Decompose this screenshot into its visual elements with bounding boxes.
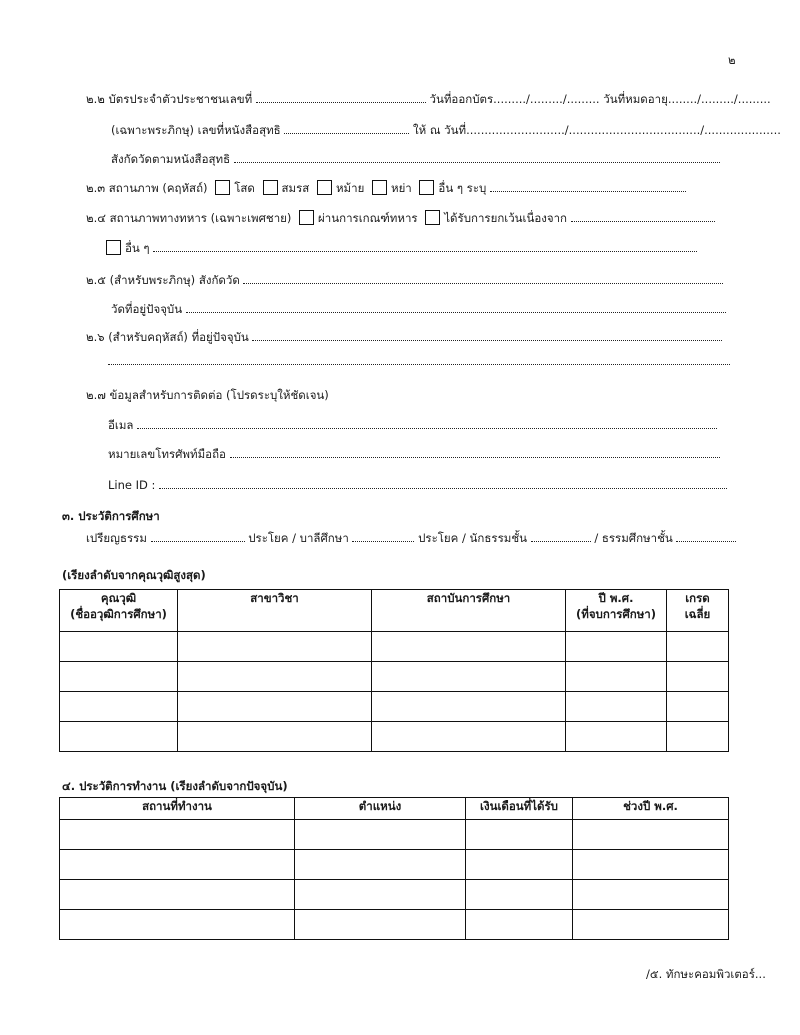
married-checkbox[interactable]	[263, 180, 278, 195]
issue-date-field[interactable]: ........./........./.........	[493, 92, 600, 106]
qualification-header: คุณวุฒิ (ชื่ออวุฒิการศึกษา)	[60, 590, 178, 632]
period-header: ช่วงปี พ.ศ.	[573, 798, 729, 820]
expiry-date-field[interactable]: ......../........./.........	[667, 92, 771, 106]
table-cell[interactable]	[178, 692, 372, 722]
major-header: สาขาวิชา	[178, 590, 372, 632]
other-status-field[interactable]	[490, 182, 686, 192]
issue-date-label: วันที่ออกบัตร	[429, 92, 494, 106]
bali-label: / บาลีศึกษา	[292, 531, 349, 545]
exempted-checkbox[interactable]	[425, 210, 440, 225]
military-other-label: อื่น ๆ	[125, 241, 150, 255]
current-address-row	[86, 330, 722, 344]
table-row	[60, 722, 729, 752]
conscripted-label: ผ่านการเกณฑ์ทหาร	[318, 211, 418, 225]
table-cell[interactable]	[466, 880, 573, 910]
table-cell[interactable]	[667, 722, 729, 752]
widowed-label: หม้าย	[335, 181, 365, 195]
education-table-header	[60, 590, 729, 632]
table-row	[60, 662, 729, 692]
widowed-checkbox[interactable]	[317, 180, 332, 195]
given-on-label: ให้ ณ วันที่	[413, 123, 467, 137]
religious-education-row	[86, 531, 736, 545]
current-address-field[interactable]	[252, 331, 722, 341]
table-cell[interactable]	[60, 850, 295, 880]
table-cell[interactable]	[573, 910, 729, 940]
military-other-checkbox[interactable]	[106, 240, 121, 255]
military-other-field[interactable]	[153, 242, 697, 252]
temple-affiliation-field[interactable]	[234, 153, 720, 163]
table-cell[interactable]	[295, 880, 466, 910]
next-section-hint: /๕. ทักษะคอมพิวเตอร์...	[646, 967, 766, 981]
monk-temple-row	[86, 273, 723, 287]
current-address-label: ๒.๖ (สำหรับคฤหัสถ์) ที่อยู่ปัจจุบัน	[86, 330, 249, 344]
table-cell[interactable]	[60, 722, 178, 752]
table-row	[60, 880, 729, 910]
current-temple-row	[111, 302, 726, 316]
line-id-field[interactable]	[159, 479, 727, 489]
exemption-reason-field[interactable]	[571, 212, 715, 222]
table-cell[interactable]	[178, 632, 372, 662]
table-cell[interactable]	[667, 662, 729, 692]
table-cell[interactable]	[372, 632, 566, 662]
education-heading: ๓. ประวัติการศึกษา	[62, 509, 160, 523]
nak-tham-label: / นักธรรมชั้น	[462, 531, 527, 545]
temple-affiliation-row	[111, 152, 720, 166]
phone-label: หมายเลขโทรศัพท์มือถือ	[108, 447, 226, 461]
table-cell[interactable]	[295, 910, 466, 940]
other-status-label: อื่น ๆ ระบุ	[438, 181, 487, 195]
monk-certificate-row	[111, 123, 781, 137]
sentence-label-2: ประโยค	[418, 531, 459, 545]
parian-field[interactable]	[151, 532, 245, 542]
table-cell[interactable]	[573, 880, 729, 910]
table-cell[interactable]	[60, 692, 178, 722]
monk-temple-label: ๒.๕ (สำหรับพระภิกษุ) สังกัดวัด	[86, 273, 240, 287]
table-cell[interactable]	[466, 820, 573, 850]
gpa-header: เกรด เฉลี่ย	[667, 590, 729, 632]
table-cell[interactable]	[295, 820, 466, 850]
table-row	[60, 910, 729, 940]
married-label: สมรส	[281, 181, 310, 195]
id-card-row	[86, 92, 771, 106]
contact-info-label: ๒.๗ ข้อมูลสำหรับการติดต่อ (โปรดระบุให้ชัดเจน)	[86, 388, 329, 402]
table-cell[interactable]	[372, 722, 566, 752]
table-cell[interactable]	[667, 692, 729, 722]
conscripted-checkbox[interactable]	[299, 210, 314, 225]
email-row	[108, 418, 717, 432]
table-row	[60, 692, 729, 722]
marital-status-row	[86, 180, 686, 194]
table-cell[interactable]	[178, 662, 372, 692]
monk-temple-field[interactable]	[243, 274, 723, 284]
table-cell[interactable]	[566, 662, 667, 692]
sentence-label-1: ประโยค	[248, 531, 289, 545]
monk-certificate-number-field[interactable]	[284, 124, 409, 134]
table-cell[interactable]	[566, 632, 667, 662]
marital-status-label: ๒.๓ สถานภาพ (คฤหัสถ์)	[86, 181, 208, 195]
expiry-date-label: วันที่หมดอายุ	[603, 92, 668, 106]
table-cell[interactable]	[372, 692, 566, 722]
table-cell[interactable]	[566, 692, 667, 722]
table-row	[60, 850, 729, 880]
table-cell[interactable]	[573, 820, 729, 850]
temple-affiliation-label: สังกัดวัดตามหนังสือสุทธิ	[111, 152, 231, 166]
table-cell[interactable]	[178, 722, 372, 752]
phone-row	[108, 447, 720, 461]
table-cell[interactable]	[466, 850, 573, 880]
bali-field[interactable]	[352, 532, 414, 542]
table-cell[interactable]	[295, 850, 466, 880]
monk-certificate-label: (เฉพาะพระภิกษุ) เลขที่หนังสือสุทธิ	[111, 123, 281, 137]
contact-info-row	[86, 388, 329, 402]
phone-field[interactable]	[230, 448, 720, 458]
table-row	[60, 820, 729, 850]
salary-header: เงินเดือนที่ได้รับ	[466, 798, 573, 820]
military-status-label: ๒.๔ สถานภาพทางทหาร (เฉพาะเพศชาย)	[86, 211, 292, 225]
table-cell[interactable]	[60, 632, 178, 662]
email-label: อีเมล	[108, 418, 134, 432]
workplace-header: สถานที่ทำงาน	[60, 798, 295, 820]
table-cell[interactable]	[573, 850, 729, 880]
education-table	[59, 589, 729, 752]
graduation-year-header: ปี พ.ศ. (ที่จบการศึกษา)	[566, 590, 667, 632]
tham-suksa-field[interactable]	[676, 532, 736, 542]
divorced-label: หย่า	[390, 181, 412, 195]
table-cell[interactable]	[60, 910, 295, 940]
parian-label: เปรียญธรรม	[86, 531, 147, 545]
id-card-number-field[interactable]	[256, 93, 426, 103]
current-address-field-2[interactable]	[108, 355, 730, 365]
current-address-row-2	[108, 354, 730, 368]
table-cell[interactable]	[60, 880, 295, 910]
current-temple-label: วัดที่อยู่ปัจจุบัน	[111, 302, 183, 316]
work-history-table-header	[60, 798, 729, 820]
single-label: โสด	[234, 181, 255, 195]
line-id-label: Line ID :	[108, 478, 156, 492]
military-other-row	[106, 240, 697, 254]
nak-tham-field[interactable]	[531, 532, 591, 542]
table-cell[interactable]	[372, 662, 566, 692]
education-order-note: (เรียงลำดับจากคุณวุฒิสูงสุด)	[62, 568, 206, 582]
divorced-checkbox[interactable]	[372, 180, 387, 195]
work-history-table	[59, 797, 729, 940]
table-row	[60, 632, 729, 662]
other-status-checkbox[interactable]	[419, 180, 434, 195]
table-cell[interactable]	[60, 820, 295, 850]
military-status-row	[86, 210, 715, 224]
line-id-row	[108, 478, 727, 492]
table-cell[interactable]	[566, 722, 667, 752]
position-header: ตำแหน่ง	[295, 798, 466, 820]
single-checkbox[interactable]	[215, 180, 230, 195]
exempted-label: ได้รับการยกเว้นเนื่องจาก	[444, 211, 568, 225]
table-cell[interactable]	[60, 662, 178, 692]
institution-header: สถาบันการศึกษา	[372, 590, 566, 632]
table-cell[interactable]	[667, 632, 729, 662]
email-field[interactable]	[137, 419, 717, 429]
tham-suksa-label: / ธรรมศึกษาชั้น	[594, 531, 673, 545]
current-temple-field[interactable]	[186, 303, 726, 313]
id-card-label: ๒.๒ บัตรประจำตัวประชาชนเลขที่	[86, 92, 253, 106]
work-history-heading: ๔. ประวัติการทำงาน (เรียงลำดับจากปัจจุบัน)	[62, 779, 288, 793]
page-number: ๒	[728, 53, 736, 67]
table-cell[interactable]	[466, 910, 573, 940]
given-on-date-field[interactable]: .........................../..................................../.....................	[466, 123, 781, 137]
